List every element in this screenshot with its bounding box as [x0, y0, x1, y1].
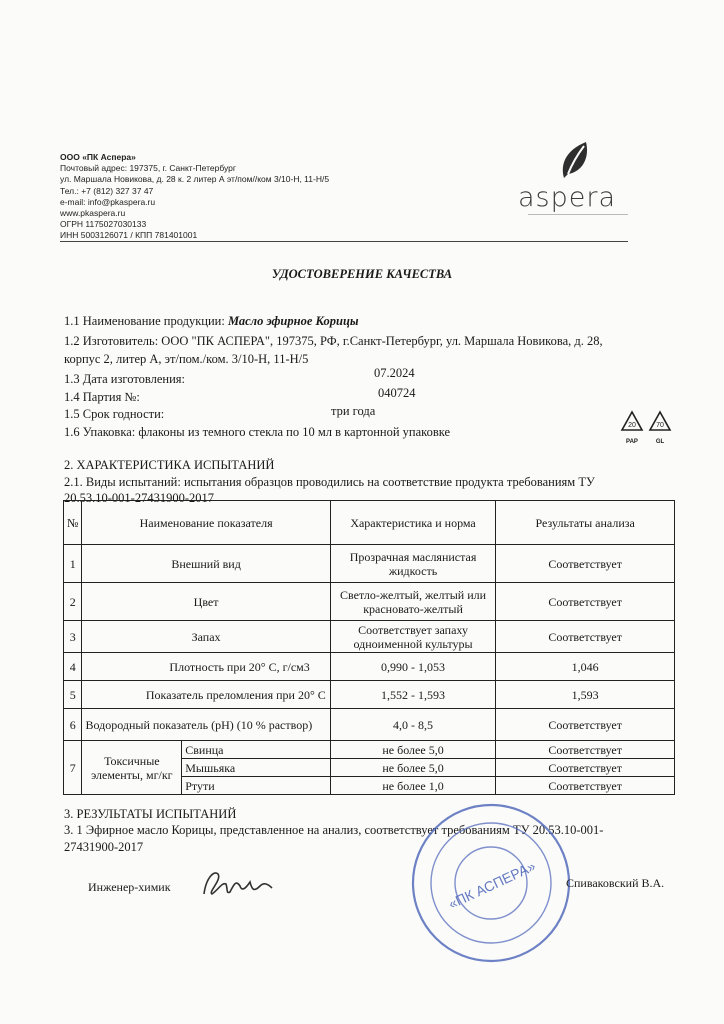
- table-row: [64, 621, 675, 653]
- svg-text:20: 20: [628, 422, 636, 429]
- table-row: [64, 545, 675, 583]
- maker-line-1: 1.2 Изготовитель: ООО "ПК АСПЕРА", 197375, РФ, г.Санкт-Петербург, ул. Маршала Новикова, д. 28,: [64, 334, 603, 348]
- row-name: Внешний вид: [82, 545, 330, 583]
- section3-heading: 3. РЕЗУЛЬТАТЫ ИСПЫТАНИЙ: [64, 807, 237, 821]
- row-name: Цвет: [82, 583, 330, 621]
- toxic-element-name: Свинца: [182, 741, 331, 759]
- batch-value: 040724: [378, 386, 416, 400]
- table-row: [64, 583, 675, 621]
- row-norm: Светло-желтый, желтый или красновато-желтый: [330, 583, 496, 621]
- section3-line1: 3. 1 Эфирное масло Корицы, представленное на анализ, соответствует требованиям ТУ 20.53.10-001-: [64, 823, 604, 837]
- batch-label: 1.4 Партия №:: [64, 390, 140, 404]
- logo-tagline-rule: [528, 214, 628, 215]
- document-title: УДОСТОВЕРЕНИЕ КАЧЕСТВА: [271, 267, 453, 281]
- row-number: 6: [64, 709, 82, 741]
- handwritten-signature-icon: [196, 864, 276, 904]
- row-norm: 1,552 - 1,593: [330, 681, 496, 709]
- product-name-label: 1.1 Наименование продукции:: [64, 314, 225, 328]
- header-line: Тел.: +7 (812) 327 37 47: [60, 185, 154, 196]
- company-name: ООО «ПК Аспера»: [60, 152, 136, 162]
- row-result: 1,593: [496, 681, 675, 709]
- row-name: Водородный показатель (рН) (10 % раствор): [82, 709, 330, 741]
- product-name-line: [64, 314, 359, 329]
- header-line: www.pkaspera.ru: [60, 208, 126, 219]
- logo-wordmark: aspera: [518, 182, 617, 213]
- header-line: e-mail: info@pkaspera.ru: [60, 196, 156, 207]
- header-cell: №: [64, 501, 82, 545]
- recycle-label-gl: GL: [655, 439, 665, 445]
- test-results-table: [63, 500, 675, 795]
- row-norm: не более 5,0: [330, 741, 496, 759]
- table-row: [64, 681, 675, 709]
- signature-name: Спиваковский В.А.: [566, 876, 665, 890]
- date-value: 07.2024: [374, 366, 415, 380]
- shelf-label: 1.5 Срок годности:: [64, 407, 165, 421]
- row-norm: Прозрачная маслянистая жидкость: [330, 545, 496, 583]
- table-row: [64, 741, 675, 759]
- row-number: 3: [64, 621, 82, 653]
- table-row: [64, 653, 675, 681]
- row-result: Соответствует: [496, 709, 675, 741]
- company-stamp: [406, 798, 576, 968]
- row-result: Соответствует: [496, 759, 675, 777]
- product-name-value: Масло эфирное Корицы: [227, 314, 359, 328]
- header-divider: [60, 241, 628, 242]
- row-result: Соответствует: [496, 583, 675, 621]
- toxic-element-name: Мышьяка: [182, 759, 331, 777]
- toxic-elements-label: Токсичные элементы, мг/кг: [82, 741, 182, 795]
- section2-heading: 2. ХАРАКТЕРИСТИКА ИСПЫТАНИЙ: [64, 458, 275, 472]
- table-header-row: [64, 501, 675, 545]
- row-norm: Соответствует запаху одноименной культуры: [330, 621, 496, 653]
- row-result: Соответствует: [496, 777, 675, 795]
- header-cell: Результаты анализа: [496, 501, 675, 545]
- company-header: [60, 152, 329, 242]
- row-number: 7: [64, 741, 82, 795]
- header-line: ул. Маршала Новикова, д. 28 к. 2 литер А эт/пом//ком 3/10-Н, 11-Н/5: [60, 174, 330, 185]
- row-norm: 4,0 - 8,5: [330, 709, 496, 741]
- svg-text:70: 70: [656, 422, 664, 429]
- header-cell: Наименование показателя: [82, 501, 330, 545]
- row-name: Плотность при 20° С, г/см3: [82, 653, 330, 681]
- shelf-value: три года: [331, 404, 376, 418]
- row-number: 5: [64, 681, 82, 709]
- row-name: Запах: [82, 621, 330, 653]
- maker-line-2: корпус 2, литер А, эт/пом./ком. 3/10-Н, 11-Н/5: [64, 352, 309, 366]
- header-cell: Характеристика и норма: [330, 501, 496, 545]
- date-label: 1.3 Дата изготовления:: [64, 372, 185, 386]
- row-result: Соответствует: [496, 741, 675, 759]
- header-line: ИНН 5003126071 / КПП 781401001: [60, 230, 198, 241]
- header-line: ОГРН 1175027030133: [60, 219, 147, 230]
- row-number: 4: [64, 653, 82, 681]
- row-result: 1,046: [496, 653, 675, 681]
- section2-line1: 2.1. Виды испытаний: испытания образцов проводились на соответствие продукта требованиям ТУ: [64, 475, 595, 489]
- row-number: 2: [64, 583, 82, 621]
- row-norm: 0,990 - 1,053: [330, 653, 496, 681]
- recycle-label-pap: PAP: [626, 439, 638, 445]
- row-norm: не более 1,0: [330, 777, 496, 795]
- leaf-logo-icon: [556, 140, 592, 180]
- toxic-element-name: Ртути: [182, 777, 331, 795]
- row-norm: не более 5,0: [330, 759, 496, 777]
- row-result: Соответствует: [496, 545, 675, 583]
- row-number: 1: [64, 545, 82, 583]
- section2-line2: 20.53.10-001-27431900-2017: [64, 491, 214, 505]
- section3-line2: 27431900-2017: [64, 840, 144, 854]
- package-line: 1.6 Упаковка: флаконы из темного стекла по 10 мл в картонной упаковке: [64, 425, 451, 439]
- signature-role: Инженер-химик: [88, 880, 171, 894]
- row-name: Показатель преломления при 20° С: [82, 681, 330, 709]
- row-result: Соответствует: [496, 621, 675, 653]
- table-row: [64, 709, 675, 741]
- stamp-center-text: «ПК АСПЕРА»: [445, 857, 538, 912]
- recycle-icon: [620, 410, 672, 434]
- recycle-marks: [620, 410, 672, 445]
- header-line: Почтовый адрес: 197375, г. Санкт-Петербург: [60, 163, 236, 174]
